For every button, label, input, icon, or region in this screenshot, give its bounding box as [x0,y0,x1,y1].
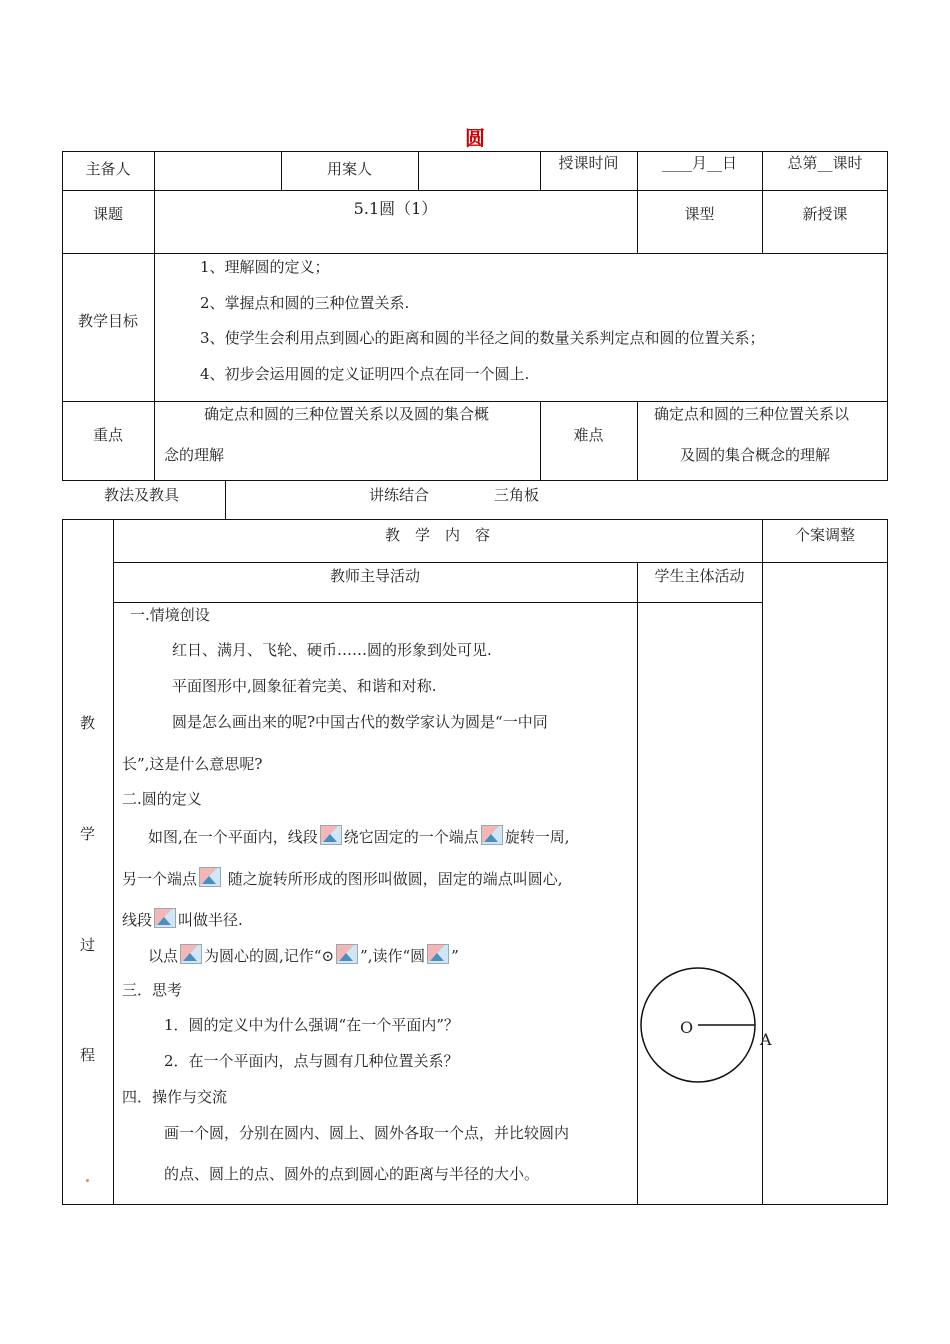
time-label: 授课时间 [558,154,619,172]
definition-line-1: 如图,在一个平面内，线段 绕它固定的一个端点 旋转一周, [148,825,570,845]
question-item: 2．在一个平面内，点与圆有几种位置关系？ [164,1052,459,1070]
key-points-line2: 念的理解 [164,446,225,464]
formula-image-icon [427,944,449,964]
question-item: 1．圆的定义中为什么强调“在一个平面内”？ [164,1016,459,1034]
lesson-type-value: 新授课 [802,205,848,223]
key-points-line1: 确定点和圆的三种位置关系以及圆的集合概 [204,405,490,423]
adjust-header: 个案调整 [794,526,855,544]
circle-point-label: A [760,1030,772,1049]
process-side-char: 过 [79,936,95,954]
process-side-char: 学 [79,825,95,843]
topic-value: 5.1圆（1） [353,199,438,218]
section-1-para: 圆是怎么画出来的呢?中国古代的数学家认为圆是“一中同 [172,713,548,731]
topic-label: 课题 [92,205,123,223]
teacher-header: 教师主导活动 [329,567,420,585]
user-label: 用案人 [326,160,372,178]
methods-value-2: 三角板 [494,486,540,504]
section-4-para: 的点、圆上的点、圆外的点到圆心的距离与半径的大小。 [164,1165,540,1183]
process-side-char: 程 [79,1046,95,1064]
page-title: 圆 [465,126,485,150]
preparer-label: 主备人 [85,160,131,178]
difficulty-label: 难点 [573,426,604,444]
circle-diagram [630,960,790,1090]
methods-label: 教法及教具 [104,486,180,504]
student-header: 学生主体活动 [654,567,745,585]
difficulty-line1: 确定点和圆的三种位置关系以 [654,405,850,423]
difficulty-line2: 及圆的集合概念的理解 [680,446,831,464]
section-1-para: 平面图形中,圆象征着完美、和谐和对称. [172,677,437,695]
objective-item: 3、使学生会利用点到圆心的距离和圆的半径之间的数量关系判定点和圆的位置关系； [200,329,765,347]
objective-item: 4、初步会运用圆的定义证明四个点在同一个圆上. [200,365,530,383]
objectives-label: 教学目标 [77,312,138,330]
section-1-title: 一.情境创设 [130,606,210,624]
circle-center-label: O [680,1018,694,1037]
section-3-title: 三．思考 [122,981,183,999]
formula-image-icon [320,825,342,845]
date-field: ____月__日 [661,154,737,172]
key-points-label: 重点 [92,426,123,444]
objective-item: 2、掌握点和圆的三种位置关系. [200,294,410,312]
definition-line-4: 以点 为圆心的圆,记作“⊙ ”,读作“圆 ” [148,944,459,964]
section-1-para: 红日、满月、飞轮、硬币……圆的形象到处可见. [172,641,492,659]
methods-value-1: 讲练结合 [369,486,430,504]
section-1-para: 长”,这是什么意思呢? [122,755,263,773]
formula-image-icon [481,825,503,845]
lesson-type-label: 课型 [684,205,715,223]
process-side-char: 教 [79,714,95,732]
section-2-title: 二.圆的定义 [122,790,202,808]
formula-image-icon [154,908,176,928]
definition-line-2: 另一个端点 随之旋转所形成的图形叫做圆，固定的端点叫圆心, [122,867,563,887]
formula-image-icon [180,944,202,964]
formula-image-icon [199,867,221,887]
section-4-title: 四．操作与交流 [122,1088,228,1106]
total-lesson-field: 总第__课时 [787,154,863,172]
definition-line-3: 线段 叫做半径. [122,908,243,928]
objective-item: 1、理解圆的定义； [200,258,330,276]
section-4-para: 画一个圆，分别在圆内、圆上、圆外各取一个点，并比较圆内 [164,1124,570,1142]
formula-image-icon [336,944,358,964]
content-header: 教 学 内 容 [384,526,490,544]
